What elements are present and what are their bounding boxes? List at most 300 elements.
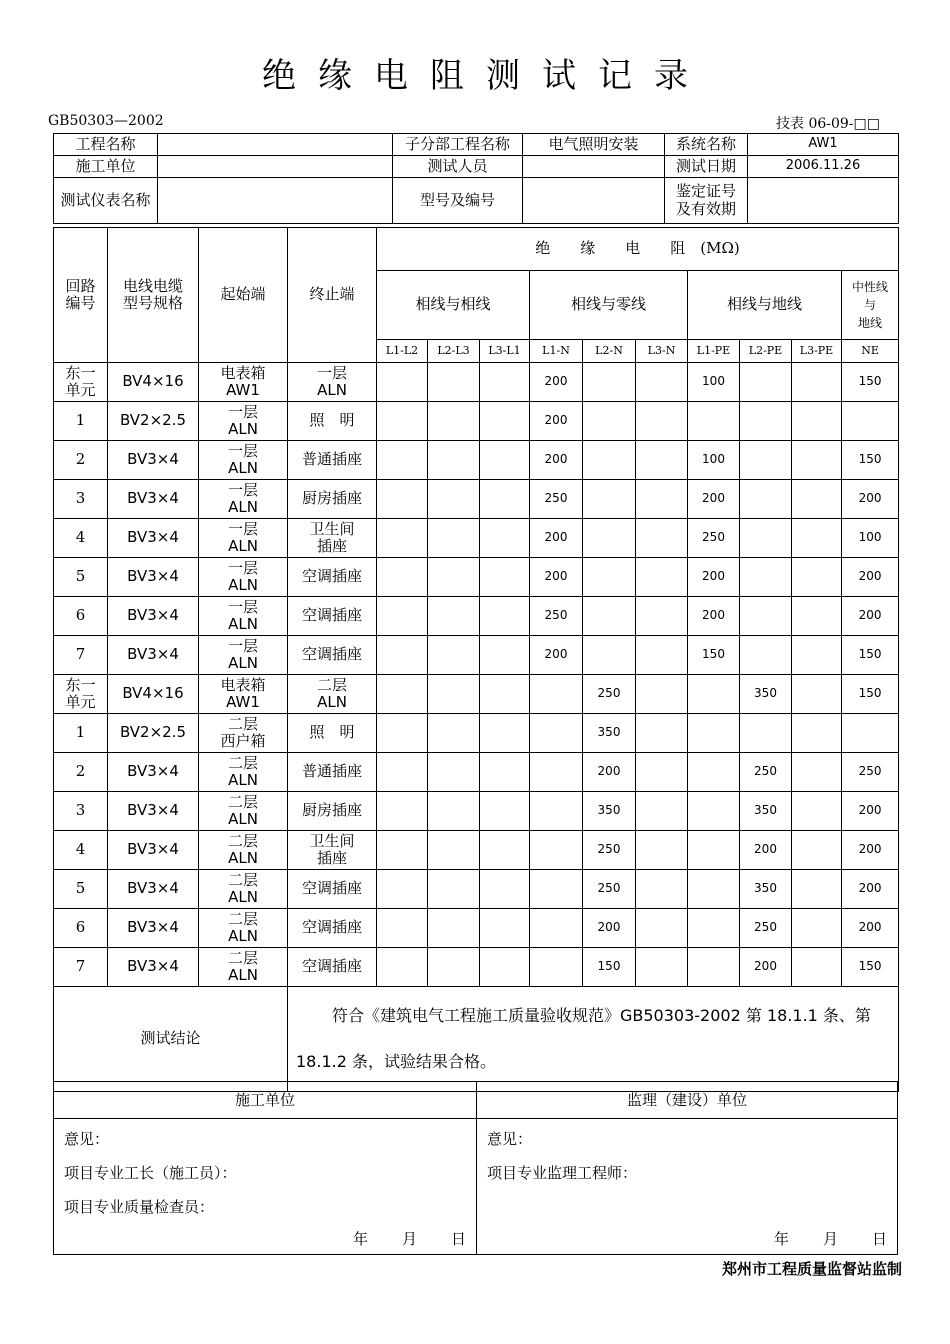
supervisor-engineer-label: 项目专业监理工程师： (487, 1164, 638, 1182)
start-point: 二层 ALN (199, 870, 288, 909)
start-point: 一层 ALN (199, 402, 288, 441)
value-l3-l1[interactable] (480, 675, 530, 714)
value-l1-n[interactable] (530, 831, 583, 870)
value-l2-l3[interactable] (428, 519, 480, 558)
cable-spec: BV3×4 (108, 909, 199, 948)
cert-field[interactable] (748, 178, 899, 224)
value-l3-pe[interactable] (792, 675, 842, 714)
value-l1-n[interactable] (530, 675, 583, 714)
value-l2-pe[interactable] (740, 519, 792, 558)
value-l3-l1[interactable] (480, 558, 530, 597)
value-l2-pe[interactable] (740, 558, 792, 597)
value-l2-n[interactable] (583, 441, 636, 480)
subcol-l2-pe: L2-PE (740, 340, 792, 363)
system-field[interactable]: AW1 (748, 134, 899, 156)
value-ne[interactable]: 150 (842, 675, 899, 714)
supervisor-opinion-label: 意见： (487, 1130, 533, 1148)
table-row (54, 597, 899, 636)
end-point: 二层 ALN (288, 675, 377, 714)
value-l2-n[interactable]: 350 (583, 714, 636, 753)
value-l3-pe[interactable] (792, 480, 842, 519)
end-point: 厨房插座 (288, 792, 377, 831)
end-point: 空调插座 (288, 870, 377, 909)
subproject-label: 子分部工程名称 (393, 134, 523, 156)
value-l3-pe[interactable] (792, 519, 842, 558)
cert-label (665, 178, 748, 224)
end-point: 空调插座 (288, 636, 377, 675)
table-row (54, 519, 899, 558)
value-l2-n[interactable]: 250 (583, 675, 636, 714)
table-row (54, 441, 899, 480)
value-l1-pe[interactable]: 200 (688, 558, 740, 597)
value-l2-l3[interactable] (428, 675, 480, 714)
builder-date (319, 1228, 466, 1249)
foreman-label: 项目专业工长（施工员）： (64, 1164, 237, 1182)
value-l3-pe[interactable] (792, 363, 842, 402)
value-l2-l3[interactable] (428, 636, 480, 675)
value-ne[interactable]: 200 (842, 909, 899, 948)
value-l1-n[interactable] (530, 909, 583, 948)
value-l1-l2[interactable] (377, 792, 428, 831)
cert-label-line2: 及有效期 (675, 199, 736, 218)
value-l2-l3[interactable] (428, 558, 480, 597)
value-l3-l1[interactable] (480, 753, 530, 792)
start-point: 一层 ALN (199, 558, 288, 597)
value-l2-n[interactable] (583, 597, 636, 636)
start-point: 一层 ALN (199, 480, 288, 519)
value-l1-pe[interactable] (688, 753, 740, 792)
value-l3-n[interactable] (636, 402, 688, 441)
value-l1-l2[interactable] (377, 480, 428, 519)
value-l3-n[interactable] (636, 870, 688, 909)
value-l2-pe[interactable]: 200 (740, 831, 792, 870)
builder-signature (54, 1082, 477, 1254)
cable-spec: BV3×4 (108, 636, 199, 675)
value-l3-l1[interactable] (480, 636, 530, 675)
subproject-field[interactable]: 电气照明安装 (523, 134, 665, 156)
value-ne[interactable]: 150 (842, 363, 899, 402)
col-neutral-ground (842, 271, 899, 340)
end-point: 普通插座 (288, 441, 377, 480)
value-l3-n[interactable] (636, 363, 688, 402)
value-l2-pe[interactable]: 200 (740, 948, 792, 987)
model-label: 型号及编号 (393, 178, 523, 224)
table-row (54, 870, 899, 909)
cable-spec: BV3×4 (108, 870, 199, 909)
end-point: 一层 ALN (288, 363, 377, 402)
cable-spec: BV4×16 (108, 363, 199, 402)
year-label: 年 (773, 1230, 789, 1248)
value-l1-pe[interactable]: 150 (688, 636, 740, 675)
table-row (54, 831, 899, 870)
cable-spec: BV3×4 (108, 480, 199, 519)
value-l2-n[interactable] (583, 519, 636, 558)
value-l2-l3[interactable] (428, 792, 480, 831)
cable-spec: BV2×2.5 (108, 402, 199, 441)
table-row (54, 714, 899, 753)
table-row (54, 480, 899, 519)
end-point: 厨房插座 (288, 480, 377, 519)
col-circuit-line2: 编号 (65, 294, 96, 312)
cable-spec: BV3×4 (108, 558, 199, 597)
start-point: 一层 ALN (199, 597, 288, 636)
value-l3-pe[interactable] (792, 636, 842, 675)
value-l3-n[interactable] (636, 753, 688, 792)
value-l2-n[interactable]: 250 (583, 870, 636, 909)
circuit-no: 5 (54, 558, 108, 597)
circuit-no: 4 (54, 519, 108, 558)
value-l2-pe[interactable] (740, 636, 792, 675)
value-l1-l2[interactable] (377, 909, 428, 948)
value-ne[interactable]: 200 (842, 480, 899, 519)
value-l3-n[interactable] (636, 519, 688, 558)
end-point: 空调插座 (288, 597, 377, 636)
subcol-l3-pe: L3-PE (792, 340, 842, 363)
value-l3-pe[interactable] (792, 870, 842, 909)
value-l3-l1[interactable] (480, 597, 530, 636)
month-label: 月 (822, 1230, 838, 1248)
circuit-no: 4 (54, 831, 108, 870)
value-l2-n[interactable] (583, 363, 636, 402)
month-label: 月 (401, 1230, 417, 1248)
end-point: 卫生间 插座 (288, 519, 377, 558)
subcol-l3-n: L3-N (636, 340, 688, 363)
value-l1-l2[interactable] (377, 636, 428, 675)
value-l3-l1[interactable] (480, 909, 530, 948)
value-l1-pe[interactable] (688, 402, 740, 441)
table-row (54, 948, 899, 987)
value-l2-pe[interactable] (740, 597, 792, 636)
value-l1-n[interactable]: 200 (530, 402, 583, 441)
end-point: 空调插座 (288, 909, 377, 948)
col-circuit (54, 228, 108, 363)
table-row (54, 675, 899, 714)
col-circuit-line1: 回路 (65, 276, 96, 295)
col-phase-neutral: 相线与零线 (530, 271, 688, 340)
value-l1-l2[interactable] (377, 519, 428, 558)
table-row (54, 636, 899, 675)
value-l2-l3[interactable] (428, 909, 480, 948)
circuit-no: 6 (54, 909, 108, 948)
value-l3-pe[interactable] (792, 909, 842, 948)
signature-section (53, 1081, 898, 1255)
start-point: 一层 ALN (199, 636, 288, 675)
value-l1-n[interactable] (530, 792, 583, 831)
end-point: 普通插座 (288, 753, 377, 792)
project-name-label: 工程名称 (54, 134, 158, 156)
inspector-label: 项目专业质量检查员： (64, 1198, 215, 1216)
value-l2-pe[interactable]: 250 (740, 753, 792, 792)
value-l3-n[interactable] (636, 558, 688, 597)
supervisor-signature-title: 监理（建设）单位 (477, 1082, 897, 1119)
supervisor-signature (477, 1082, 897, 1254)
subcol-ne: NE (842, 340, 899, 363)
value-l1-n[interactable]: 200 (530, 519, 583, 558)
value-l1-pe[interactable]: 100 (688, 363, 740, 402)
value-l3-l1[interactable] (480, 870, 530, 909)
value-ne[interactable]: 200 (842, 597, 899, 636)
value-l3-pe[interactable] (792, 753, 842, 792)
standard-code: GB50303—2002 (48, 113, 164, 129)
value-l3-pe[interactable] (792, 597, 842, 636)
value-l3-l1[interactable] (480, 363, 530, 402)
year-label: 年 (352, 1230, 368, 1248)
start-point: 一层 ALN (199, 519, 288, 558)
value-ne[interactable]: 200 (842, 870, 899, 909)
circuit-no: 1 (54, 402, 108, 441)
value-l2-l3[interactable] (428, 597, 480, 636)
start-point: 二层 ALN (199, 753, 288, 792)
value-l3-l1[interactable] (480, 480, 530, 519)
value-l1-pe[interactable]: 200 (688, 480, 740, 519)
table-row (54, 363, 899, 402)
col-cable-line1: 电线电缆 (122, 276, 183, 295)
col-phase-phase: 相线与相线 (377, 271, 530, 340)
value-ne[interactable]: 200 (842, 831, 899, 870)
value-l2-pe[interactable] (740, 402, 792, 441)
subcol-l2-l3: L2-L3 (428, 340, 480, 363)
value-l2-n[interactable] (583, 480, 636, 519)
value-l1-pe[interactable] (688, 870, 740, 909)
value-ne[interactable] (842, 402, 899, 441)
value-l3-l1[interactable] (480, 831, 530, 870)
day-label: 日 (871, 1230, 887, 1248)
value-l1-pe[interactable]: 200 (688, 597, 740, 636)
value-l1-pe[interactable] (688, 714, 740, 753)
value-l2-pe[interactable] (740, 363, 792, 402)
value-l1-l2[interactable] (377, 831, 428, 870)
value-l3-n[interactable] (636, 675, 688, 714)
value-l3-n[interactable] (636, 480, 688, 519)
circuit-no: 7 (54, 948, 108, 987)
value-l2-n[interactable]: 150 (583, 948, 636, 987)
col-ng-line3: 地线 (858, 316, 883, 330)
subcol-l2-n: L2-N (583, 340, 636, 363)
cable-spec: BV4×16 (108, 675, 199, 714)
value-l1-pe[interactable]: 250 (688, 519, 740, 558)
circuit-no: 6 (54, 597, 108, 636)
value-ne[interactable]: 200 (842, 792, 899, 831)
value-l1-pe[interactable] (688, 792, 740, 831)
model-field[interactable] (523, 178, 665, 224)
cable-spec: BV3×4 (108, 597, 199, 636)
value-l2-l3[interactable] (428, 714, 480, 753)
value-l3-n[interactable] (636, 714, 688, 753)
value-l1-l2[interactable] (377, 558, 428, 597)
value-l1-l2[interactable] (377, 402, 428, 441)
value-l3-n[interactable] (636, 597, 688, 636)
table-row (54, 909, 899, 948)
col-ng-line1: 中性线 (852, 280, 889, 294)
value-l3-pe[interactable] (792, 792, 842, 831)
end-point: 照 明 (288, 402, 377, 441)
value-l1-n[interactable]: 200 (530, 363, 583, 402)
header-table (53, 133, 899, 224)
col-cable-line2: 型号规格 (122, 294, 183, 312)
value-l2-l3[interactable] (428, 948, 480, 987)
value-l1-n[interactable] (530, 753, 583, 792)
cable-spec: BV3×4 (108, 441, 199, 480)
circuit-no: 东一 单元 (54, 675, 108, 714)
value-l2-n[interactable]: 350 (583, 792, 636, 831)
value-l1-pe[interactable] (688, 948, 740, 987)
value-l2-pe[interactable]: 350 (740, 870, 792, 909)
value-l3-pe[interactable] (792, 831, 842, 870)
conclusion-cell (288, 987, 899, 1092)
end-point: 空调插座 (288, 558, 377, 597)
value-l2-l3[interactable] (428, 402, 480, 441)
cable-spec: BV3×4 (108, 792, 199, 831)
value-l1-pe[interactable] (688, 831, 740, 870)
end-point: 空调插座 (288, 948, 377, 987)
value-ne[interactable]: 200 (842, 558, 899, 597)
value-l1-n[interactable]: 250 (530, 597, 583, 636)
subcol-l1-l2: L1-L2 (377, 340, 428, 363)
value-l1-pe[interactable] (688, 909, 740, 948)
project-name-field[interactable] (158, 134, 393, 156)
col-resistance: 绝 缘 电 阻 (MΩ) (377, 228, 899, 271)
value-l2-pe[interactable] (740, 441, 792, 480)
value-l1-pe[interactable] (688, 675, 740, 714)
start-point: 一层 ALN (199, 441, 288, 480)
value-l3-pe[interactable] (792, 558, 842, 597)
value-l1-l2[interactable] (377, 870, 428, 909)
value-l1-pe[interactable]: 100 (688, 441, 740, 480)
col-start: 起始端 (199, 228, 288, 363)
start-point: 二层 ALN (199, 948, 288, 987)
value-l1-l2[interactable] (377, 714, 428, 753)
value-l3-l1[interactable] (480, 441, 530, 480)
cert-label-line1: 鉴定证号 (675, 182, 736, 201)
value-l3-n[interactable] (636, 441, 688, 480)
value-l2-l3[interactable] (428, 831, 480, 870)
value-l2-l3[interactable] (428, 870, 480, 909)
value-ne[interactable]: 150 (842, 948, 899, 987)
value-ne[interactable]: 100 (842, 519, 899, 558)
cable-spec: BV3×4 (108, 831, 199, 870)
start-point: 二层 ALN (199, 792, 288, 831)
value-l3-pe[interactable] (792, 402, 842, 441)
cable-spec: BV2×2.5 (108, 714, 199, 753)
test-date-field[interactable]: 2006.11.26 (748, 156, 899, 178)
value-l1-l2[interactable] (377, 675, 428, 714)
value-l3-n[interactable] (636, 792, 688, 831)
value-l1-n[interactable]: 200 (530, 636, 583, 675)
value-l1-n[interactable]: 200 (530, 558, 583, 597)
value-l3-n[interactable] (636, 909, 688, 948)
value-l3-l1[interactable] (480, 402, 530, 441)
issuer-label: 郑州市工程质量监督站监制 (721, 1260, 902, 1278)
tester-field[interactable] (523, 156, 665, 178)
subcol-l1-n: L1-N (530, 340, 583, 363)
value-l3-l1[interactable] (480, 948, 530, 987)
circuit-no: 2 (54, 441, 108, 480)
table-row (54, 792, 899, 831)
value-l2-pe[interactable] (740, 480, 792, 519)
start-point: 二层 西户箱 (199, 714, 288, 753)
builder-opinion-label: 意见： (64, 1130, 110, 1148)
circuit-no: 5 (54, 870, 108, 909)
circuit-no: 7 (54, 636, 108, 675)
value-l2-n[interactable]: 200 (583, 909, 636, 948)
value-ne[interactable]: 150 (842, 636, 899, 675)
value-l1-l2[interactable] (377, 441, 428, 480)
value-l1-n[interactable]: 250 (530, 480, 583, 519)
value-l2-pe[interactable]: 350 (740, 792, 792, 831)
start-point: 二层 ALN (199, 831, 288, 870)
value-l1-l2[interactable] (377, 948, 428, 987)
value-l3-n[interactable] (636, 948, 688, 987)
system-label: 系统名称 (665, 134, 748, 156)
resistance-table (53, 227, 899, 1092)
value-l1-n[interactable] (530, 948, 583, 987)
end-point: 卫生间 插座 (288, 831, 377, 870)
value-l2-n[interactable]: 250 (583, 831, 636, 870)
builder-field[interactable] (158, 156, 393, 178)
table-row (54, 558, 899, 597)
value-l2-pe[interactable]: 350 (740, 675, 792, 714)
value-l1-n[interactable]: 200 (530, 441, 583, 480)
tester-label: 测试人员 (393, 156, 523, 178)
col-end: 终止端 (288, 228, 377, 363)
start-point: 电表箱 AW1 (199, 363, 288, 402)
value-l3-l1[interactable] (480, 714, 530, 753)
cable-spec: BV3×4 (108, 753, 199, 792)
value-l2-n[interactable] (583, 636, 636, 675)
instrument-label: 测试仪表名称 (54, 178, 158, 224)
value-l2-l3[interactable] (428, 441, 480, 480)
value-l3-pe[interactable] (792, 948, 842, 987)
conclusion-text: 符合《建筑电气工程施工质量验收规范》GB50303-2002 第 18.1.1 条、第 18.1.2 条，试验结果合格。 (296, 1006, 871, 1071)
value-l3-pe[interactable] (792, 714, 842, 753)
value-l1-n[interactable] (530, 870, 583, 909)
value-l3-l1[interactable] (480, 519, 530, 558)
value-l2-pe[interactable]: 250 (740, 909, 792, 948)
value-l2-l3[interactable] (428, 753, 480, 792)
value-l3-n[interactable] (636, 831, 688, 870)
form-number: 技表 06-09-□□ (776, 116, 880, 132)
circuit-no: 2 (54, 753, 108, 792)
value-l1-n[interactable] (530, 714, 583, 753)
value-l2-l3[interactable] (428, 480, 480, 519)
value-l1-l2[interactable] (377, 753, 428, 792)
value-ne[interactable] (842, 714, 899, 753)
circuit-no: 3 (54, 480, 108, 519)
value-l2-n[interactable] (583, 558, 636, 597)
instrument-field[interactable] (158, 178, 393, 224)
cable-spec: BV3×4 (108, 519, 199, 558)
conclusion-label: 测试结论 (54, 987, 288, 1092)
value-l3-n[interactable] (636, 636, 688, 675)
supervisor-date (740, 1228, 887, 1249)
value-l3-pe[interactable] (792, 441, 842, 480)
subcol-l1-pe: L1-PE (688, 340, 740, 363)
col-cable (108, 228, 199, 363)
value-ne[interactable]: 150 (842, 441, 899, 480)
value-l3-l1[interactable] (480, 792, 530, 831)
value-l2-l3[interactable] (428, 363, 480, 402)
rows-body (54, 363, 899, 987)
value-l1-l2[interactable] (377, 597, 428, 636)
value-ne[interactable]: 250 (842, 753, 899, 792)
day-label: 日 (450, 1230, 466, 1248)
page-title: 绝缘电阻测试记录 (262, 56, 710, 96)
col-phase-ground: 相线与地线 (688, 271, 842, 340)
value-l2-n[interactable]: 200 (583, 753, 636, 792)
value-l2-pe[interactable] (740, 714, 792, 753)
value-l1-l2[interactable] (377, 363, 428, 402)
value-l2-n[interactable] (583, 402, 636, 441)
